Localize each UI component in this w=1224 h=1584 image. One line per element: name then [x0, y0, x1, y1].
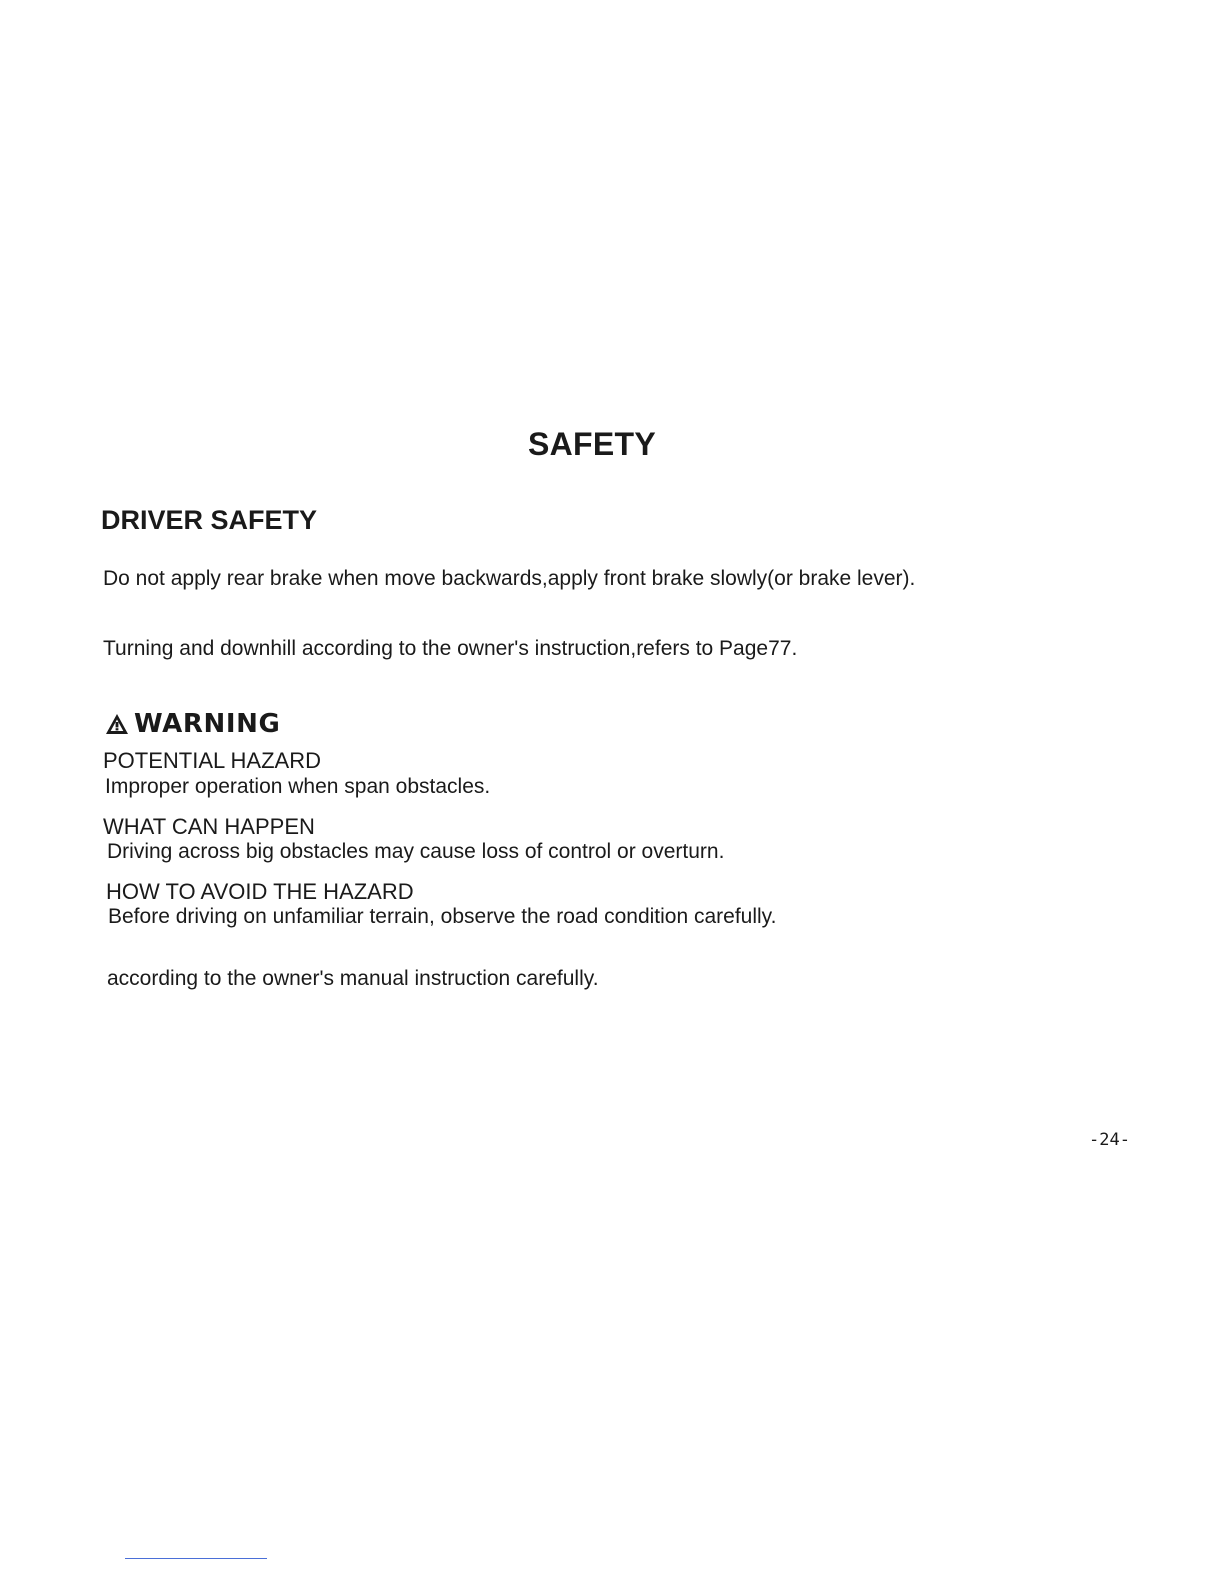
warning-triangle-icon	[105, 713, 129, 735]
page-number: -24-	[1089, 1130, 1130, 1150]
what-can-happen-text: Driving across big obstacles may cause loss of control or overturn.	[107, 840, 725, 863]
paragraph-turning-downhill: Turning and downhill according to the owner's instruction,refers to Page77.	[103, 637, 798, 660]
bottom-rule	[125, 1558, 267, 1559]
paragraph-rear-brake: Do not apply rear brake when move backwards,apply front brake slowly(or brake lever).	[103, 567, 916, 590]
warning-heading-label: WARNING	[134, 709, 281, 739]
potential-hazard-label: POTENTIAL HAZARD	[103, 748, 321, 773]
how-to-avoid-text: Before driving on unfamiliar terrain, observe the road condition carefully.	[108, 905, 777, 928]
potential-hazard-text: Improper operation when span obstacles.	[105, 775, 491, 798]
section-title: DRIVER SAFETY	[101, 505, 318, 535]
page-title: SAFETY	[527, 426, 657, 462]
warning-heading	[105, 709, 280, 739]
what-can-happen-label: WHAT CAN HAPPEN	[103, 814, 315, 839]
closing-instruction-text: according to the owner's manual instruction carefully.	[107, 967, 599, 990]
how-to-avoid-label: HOW TO AVOID THE HAZARD	[106, 879, 414, 904]
